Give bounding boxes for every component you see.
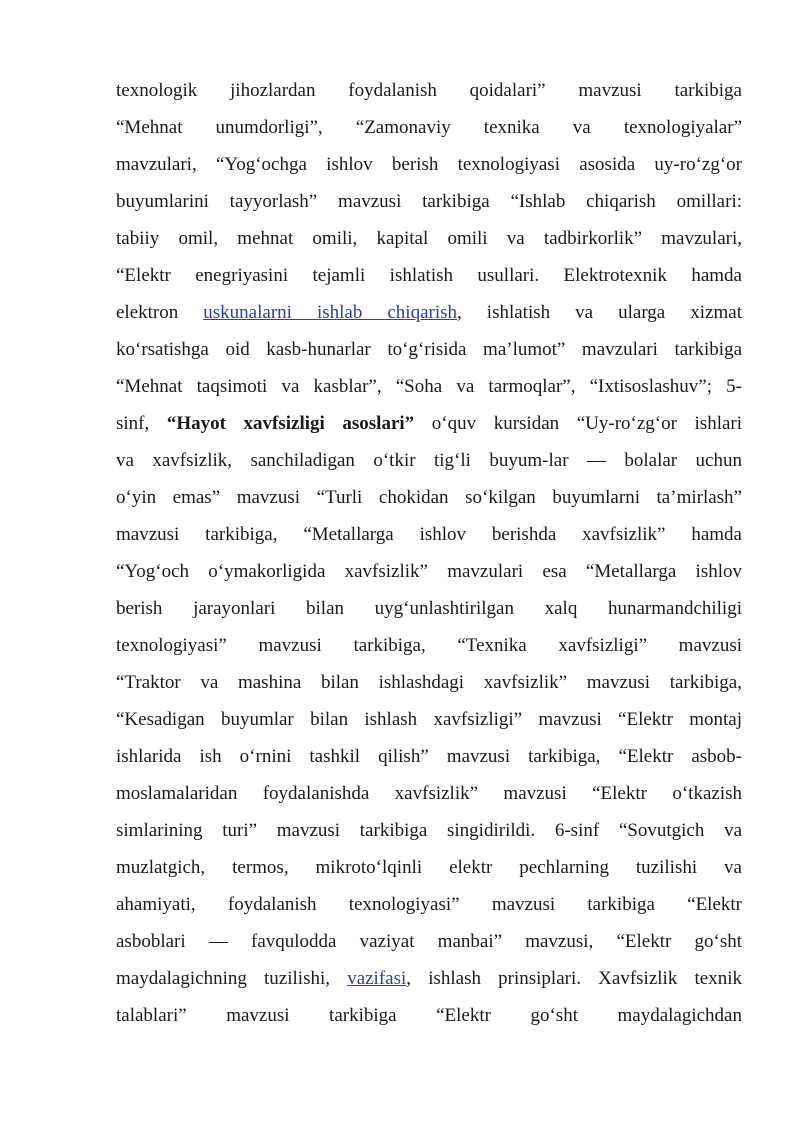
text-line bbox=[116, 516, 742, 553]
text-line bbox=[116, 220, 742, 257]
text-line bbox=[116, 442, 742, 479]
text-segment: moslamalaridan foydalanishda xavfsizlik” mavzusi “Elektr o‘tkazish bbox=[116, 783, 742, 804]
text-line bbox=[116, 775, 742, 812]
text-segment: “Yog‘och o‘ymakorligida xavfsizlik” mavzulari esa “Metallarga ishlov bbox=[116, 561, 742, 582]
text-segment: texnologiyasi” mavzusi tarkibiga, “Texnika xavfsizligi” mavzusi bbox=[116, 635, 742, 656]
text-segment: sinf, bbox=[116, 413, 167, 434]
text-segment: o‘yin emas” mavzusi “Turli chokidan so‘kilgan buyumlarni ta’mirlash” bbox=[116, 487, 742, 508]
text-segment: asboblari — favqulodda vaziyat manbai” mavzusi, “Elektr go‘sht bbox=[116, 931, 742, 952]
text-segment: “Traktor va mashina bilan ishlashdagi xavfsizlik” mavzusi tarkibiga, bbox=[116, 672, 742, 693]
text-segment: , ishlatish va ularga xizmat bbox=[457, 302, 742, 323]
text-segment: va xavfsizlik, sanchiladigan o‘tkir tig‘li buyum-lar — bolalar uchun bbox=[116, 450, 742, 471]
text-segment: “Mehnat taqsimoti va kasblar”, “Soha va tarmoqlar”, “Ixtisoslashuv”; 5- bbox=[116, 376, 742, 397]
text-line bbox=[116, 923, 742, 960]
text-segment: buyumlarini tayyorlash” mavzusi tarkibiga “Ishlab chiqarish omillari: bbox=[116, 191, 742, 212]
text-line bbox=[116, 368, 742, 405]
body-text bbox=[116, 72, 742, 1034]
text-line bbox=[116, 627, 742, 664]
text-line bbox=[116, 405, 742, 442]
inline-link[interactable]: uskunalarni ishlab chiqarish bbox=[203, 302, 458, 323]
text-line bbox=[116, 664, 742, 701]
text-segment: ishlarida ish o‘rnini tashkil qilish” mavzusi tarkibiga, “Elektr asbob- bbox=[116, 746, 742, 767]
text-segment: berish jarayonlari bilan uyg‘unlashtirilgan xalq hunarmandchiligi bbox=[116, 598, 742, 619]
text-segment: mavzusi tarkibiga, “Metallarga ishlov berishda xavfsizlik” hamda bbox=[116, 524, 742, 545]
text-line bbox=[116, 294, 742, 331]
text-line bbox=[116, 183, 742, 220]
text-line bbox=[116, 886, 742, 923]
text-line bbox=[116, 109, 742, 146]
text-line bbox=[116, 997, 742, 1034]
text-line bbox=[116, 331, 742, 368]
text-segment: tabiiy omil, mehnat omili, kapital omili va tadbirkorlik” mavzulari, bbox=[116, 228, 742, 249]
text-line bbox=[116, 960, 742, 997]
text-segment: , ishlash prinsiplari. Xavfsizlik texnik bbox=[406, 968, 742, 989]
text-line bbox=[116, 553, 742, 590]
text-line bbox=[116, 257, 742, 294]
text-line bbox=[116, 72, 742, 109]
text-line bbox=[116, 849, 742, 886]
text-line bbox=[116, 479, 742, 516]
text-segment: texnologik jihozlardan foydalanish qoidalari” mavzusi tarkibiga bbox=[116, 80, 742, 101]
inline-link[interactable]: vazifasi bbox=[347, 968, 407, 989]
text-segment: talablari” mavzusi tarkibiga “Elektr go‘sht maydalagichdan bbox=[116, 1005, 742, 1026]
text-line bbox=[116, 812, 742, 849]
text-segment: o‘quv kursidan “Uy-ro‘zg‘or ishlari bbox=[414, 413, 743, 434]
text-segment: “Kesadigan buyumlar bilan ishlash xavfsizligi” mavzusi “Elektr montaj bbox=[116, 709, 742, 730]
text-segment: “Mehnat unumdorligi”, “Zamonaviy texnika va texnologiyalar” bbox=[116, 117, 742, 138]
text-line bbox=[116, 738, 742, 775]
text-segment: ko‘rsatishga oid kasb-hunarlar to‘g‘risida ma’lumot” mavzulari tarkibiga bbox=[116, 339, 742, 360]
bold-text: “Hayot xavfsizligi asoslari” bbox=[166, 413, 415, 434]
text-segment: ahamiyati, foydalanish texnologiyasi” mavzusi tarkibiga “Elektr bbox=[116, 894, 742, 915]
text-segment: maydalagichning tuzilishi, bbox=[116, 968, 348, 989]
text-segment: elektron bbox=[116, 302, 204, 323]
text-segment: simlarining turi” mavzusi tarkibiga singidirildi. 6-sinf “Sovutgich va bbox=[116, 820, 742, 841]
text-segment: mavzulari, “Yog‘ochga ishlov berish texnologiyasi asosida uy-ro‘zg‘or bbox=[116, 154, 742, 175]
text-line bbox=[116, 701, 742, 738]
text-segment: “Elektr enegriyasini tejamli ishlatish usullari. Elektrotexnik hamda bbox=[116, 265, 742, 286]
text-line bbox=[116, 590, 742, 627]
text-line bbox=[116, 146, 742, 183]
text-segment: muzlatgich, termos, mikroto‘lqinli elektr pechlarning tuzilishi va bbox=[116, 857, 742, 878]
